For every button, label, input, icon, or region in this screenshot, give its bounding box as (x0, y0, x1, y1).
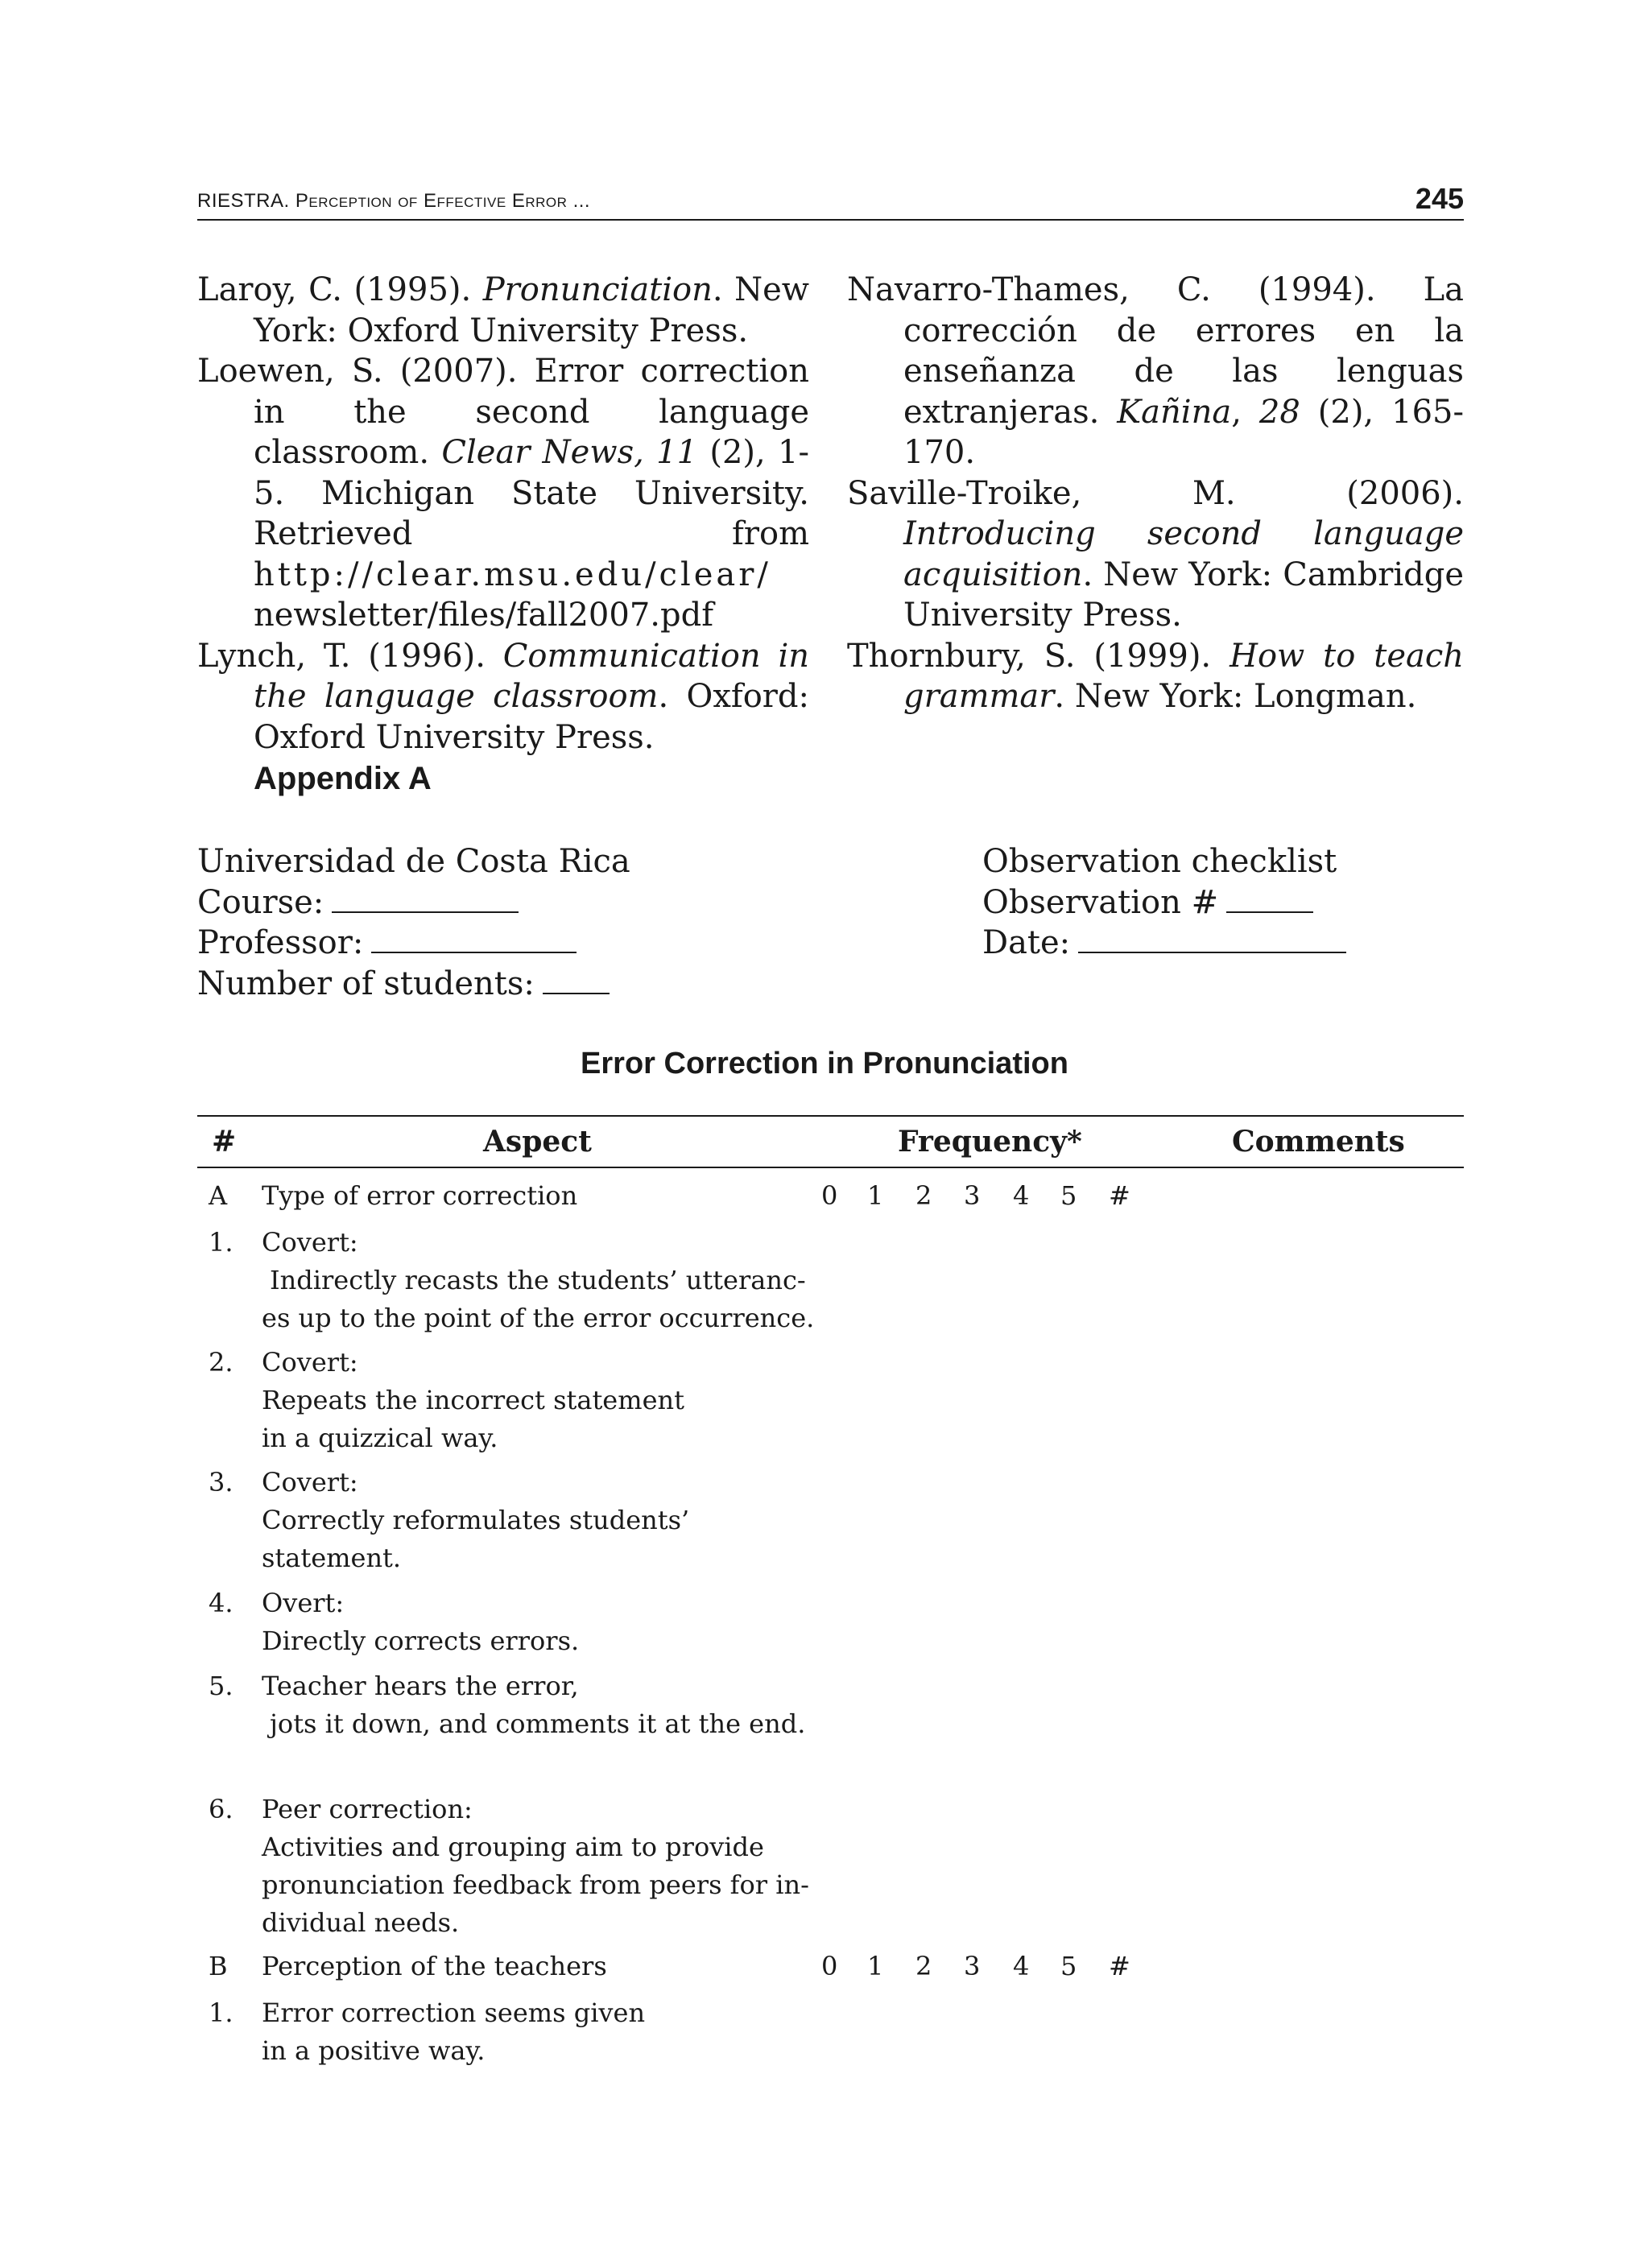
section-label: Perception of the teachers (262, 1951, 607, 1981)
header-number: # (212, 1125, 237, 1159)
section-label: Type of error correction (262, 1180, 578, 1211)
checklist-table (197, 1115, 1464, 2066)
item-number: 2. (209, 1347, 234, 1378)
header-comments: Comments (1232, 1125, 1405, 1159)
reference-thornbury: Thornbury, S. (1999). How to teach grammar. New York: Longman. (847, 637, 1465, 715)
reference-url[interactable]: http://clear.msu.edu/clear/ (254, 556, 771, 593)
date-field: Date: (982, 923, 1346, 964)
institution-name: Universidad de Costa Rica (197, 843, 630, 880)
item-number: 5. (209, 1671, 234, 1701)
scale-value[interactable]: 0 (821, 1180, 838, 1211)
item-number: 6. (209, 1794, 234, 1824)
scale-value[interactable]: 2 (915, 1180, 932, 1211)
scale-value[interactable]: 1 (867, 1951, 884, 1981)
table-title: Error Correction in Pronunciation (581, 1047, 1068, 1080)
section-letter: A (209, 1180, 228, 1211)
item-aspect: Error correction seems given in a positive way. (262, 1997, 646, 2066)
item-aspect: Teacher hears the error, jots it down, and comments it at the end. (262, 1671, 806, 1739)
header-frequency: Frequency* (898, 1125, 1082, 1159)
students-field: Number of students: (197, 964, 630, 1005)
item-number: 4. (209, 1588, 234, 1618)
appendix-title: Appendix A (254, 761, 432, 796)
scale-value[interactable]: 5 (1060, 1951, 1077, 1981)
reference-loewen: Loewen, S. (2007). Error correction in the second language classroom. Clear News, 11 (2), 1-5. Michigan State University. Retrieved from http://clear.msu.edu/clear/ newsletter/files/fall2007.pdf (197, 353, 809, 634)
item-number: 1. (209, 1227, 234, 1258)
references-right-column (847, 270, 1464, 717)
form-right-block (982, 841, 1346, 964)
item-aspect: Peer correction: Activities and grouping aim to provide pronunciation feedback from peers for in- dividual needs. (262, 1794, 809, 1938)
item-aspect: Covert: Repeats the incorrect statement in a quizzical way. (262, 1347, 684, 1453)
table-header (197, 1115, 1464, 1168)
references-left-column (197, 270, 809, 758)
reference-lynch: Lynch, T. (1996). Communication in the language classroom. Oxford: Oxford University Press. (197, 637, 809, 756)
scale-value[interactable]: 5 (1060, 1180, 1077, 1211)
date-blank[interactable] (1078, 923, 1346, 953)
scale-value[interactable]: 4 (1013, 1951, 1030, 1981)
item-aspect: Overt: Directly corrects errors. (262, 1588, 580, 1656)
reference-laroy: Laroy, C. (1995). Pronunciation. New York: Oxford University Press. (197, 271, 809, 349)
scale-value[interactable]: # (1109, 1951, 1130, 1981)
course-field: Course: (197, 882, 630, 923)
students-blank[interactable] (543, 964, 610, 994)
course-blank[interactable] (332, 882, 519, 913)
observation-number-blank[interactable] (1226, 882, 1313, 913)
scale-value[interactable]: # (1109, 1180, 1130, 1211)
reference-navarro-thames: Navarro-Thames, C. (1994). La corrección de errores en la enseñanza de las lenguas extranjeras. Kañina, 28 (2), 165-170. (847, 271, 1464, 471)
item-aspect: Covert: Indirectly recasts the students’ utteranc- es up to the point of the error occurrence. (262, 1227, 815, 1333)
item-number: 1. (209, 1997, 234, 2028)
header-aspect: Aspect (483, 1125, 592, 1159)
header-author: RIESTRA. (197, 190, 290, 212)
observation-number-field: Observation # (982, 882, 1346, 923)
scale-value[interactable]: 4 (1013, 1180, 1030, 1211)
item-number: 3. (209, 1467, 234, 1498)
header-short-title: Perception of Effective Error ... (295, 190, 591, 212)
professor-field: Professor: (197, 923, 630, 964)
reference-saville-troike: Saville-Troike, M. (2006). Introducing second language acquisition. New York: Cambridge University Press. (847, 474, 1464, 634)
scale-value[interactable]: 3 (964, 1951, 981, 1981)
running-header (197, 184, 1464, 221)
item-aspect: Covert: Correctly reformulates students’ statement. (262, 1467, 690, 1573)
scale-value[interactable]: 1 (867, 1180, 884, 1211)
checklist-label: Observation checklist (982, 843, 1337, 880)
page-number: 245 (1415, 182, 1464, 215)
professor-blank[interactable] (371, 923, 577, 953)
scale-value[interactable]: 0 (821, 1951, 838, 1981)
scale-value[interactable]: 3 (964, 1180, 981, 1211)
running-title (197, 190, 590, 213)
reference-url-continued[interactable]: newsletter/files/fall2007.pdf (254, 597, 713, 634)
section-letter: B (209, 1951, 228, 1981)
form-left-block (197, 841, 630, 1004)
scale-value[interactable]: 2 (915, 1951, 932, 1981)
